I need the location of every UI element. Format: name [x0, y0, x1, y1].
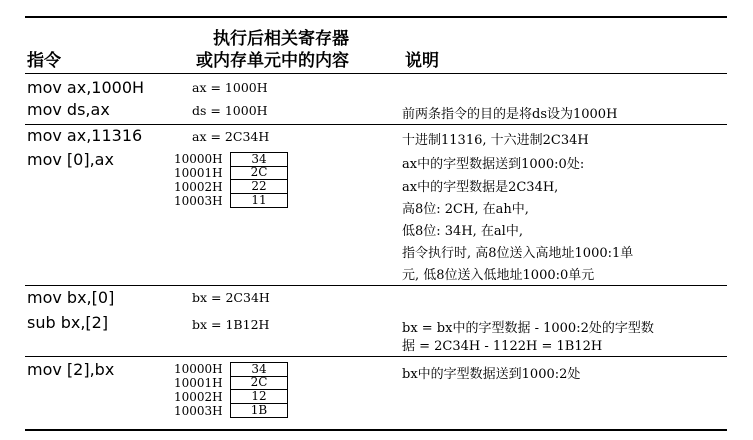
memory-row [174, 180, 288, 194]
memory-address: 10000H [174, 152, 223, 166]
memory-row [174, 362, 288, 376]
memory-address: 10002H [174, 390, 223, 404]
instruction-cell: mov ax,1000H [27, 78, 145, 97]
memory-value: 2C [230, 376, 288, 390]
header-rule [25, 73, 727, 74]
instruction-cell: mov [0],ax [27, 150, 114, 169]
register-result: ax = 2C34H [192, 129, 270, 144]
instruction-cell: mov [2],bx [27, 360, 115, 379]
memory-value: 34 [230, 362, 288, 377]
memory-value: 11 [230, 194, 288, 208]
note-text: 前两条指令的目的是将ds设为1000H [402, 107, 618, 122]
row-separator [25, 356, 727, 357]
memory-value: 34 [230, 152, 288, 167]
note-text: ax中的字型数据是2C34H, [402, 180, 559, 195]
bottom-rule [25, 429, 727, 431]
instruction-cell: mov ax,11316 [27, 126, 143, 145]
memory-row [174, 404, 288, 418]
memory-address: 10001H [174, 166, 223, 180]
header-note: 说明 [405, 51, 439, 71]
memory-value: 1B [230, 404, 288, 418]
memory-address: 10000H [174, 362, 223, 376]
memory-table [174, 362, 288, 418]
memory-row [174, 390, 288, 404]
memory-value: 2C [230, 166, 288, 180]
note-text: bx中的字型数据送到1000:2处 [402, 367, 581, 382]
row-separator [25, 285, 727, 286]
memory-row [174, 194, 288, 208]
memory-address: 10001H [174, 376, 223, 390]
memory-address: 10003H [174, 194, 223, 208]
header-instruction: 指令 [27, 51, 61, 71]
memory-row [174, 376, 288, 390]
header-result-line2: 或内存单元中的内容 [196, 51, 349, 71]
memory-row [174, 152, 288, 166]
memory-table [174, 152, 288, 208]
register-result: ds = 1000H [192, 103, 268, 118]
instruction-cell: sub bx,[2] [27, 313, 109, 332]
register-result: ax = 1000H [192, 80, 268, 95]
memory-address: 10003H [174, 404, 223, 418]
note-text: 高8位: 2CH, 在ah中, [402, 202, 529, 217]
note-text: 元, 低8位送入低地址1000:0单元 [402, 268, 595, 283]
note-text: 低8位: 34H, 在al中, [402, 224, 523, 239]
top-rule [25, 16, 727, 18]
instruction-cell: mov bx,[0] [27, 288, 115, 307]
row-separator [25, 124, 727, 125]
note-text: 据 = 2C34H - 1122H = 1B12H [402, 339, 603, 354]
note-text: ax中的字型数据送到1000:0处: [402, 157, 585, 172]
header-result-line1: 执行后相关寄存器 [213, 29, 349, 49]
memory-value: 12 [230, 390, 288, 404]
memory-address: 10002H [174, 180, 223, 194]
register-result: bx = 1B12H [192, 317, 270, 332]
note-text: 十进制11316, 十六进制2C34H [402, 133, 589, 148]
instruction-cell: mov ds,ax [27, 100, 110, 119]
memory-value: 22 [230, 180, 288, 194]
memory-row [174, 166, 288, 180]
note-text: 指令执行时, 高8位送入高地址1000:1单 [402, 246, 634, 261]
register-result: bx = 2C34H [192, 290, 270, 305]
note-text: bx = bx中的字型数据 - 1000:2处的字型数 [402, 321, 654, 336]
